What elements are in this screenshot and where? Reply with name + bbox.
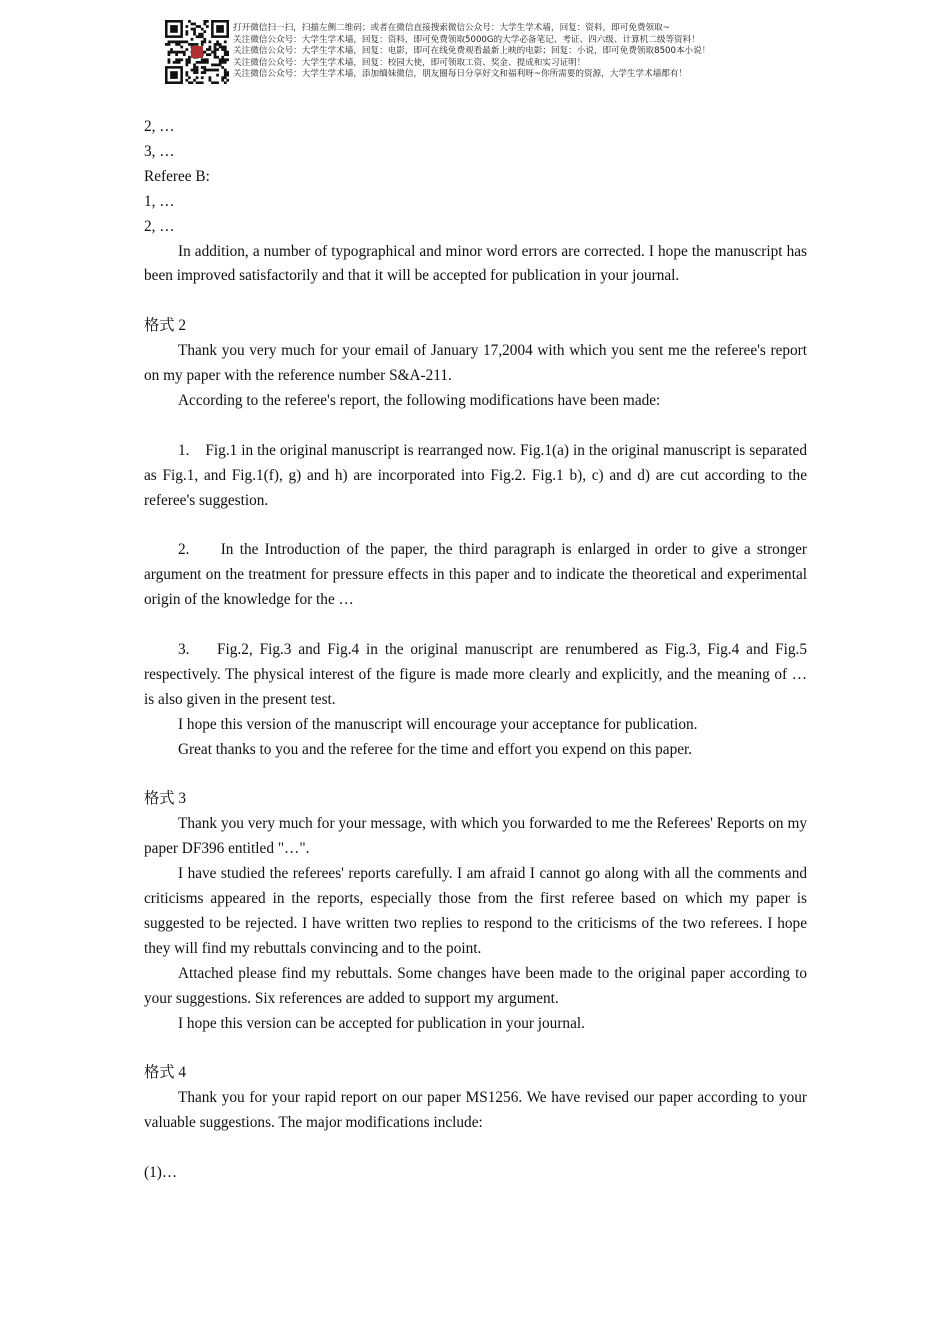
paragraph: Thank you for your rapid report on our paper MS1256. We have revised our paper according to your valuable suggestions. The major modifications include: — [144, 1089, 807, 1132]
banner-line: 打开微信扫一扫，扫描左侧二维码；或者在微信直接搜索微信公众号：大学生学术墙，回复：资料，即可免费领取~ — [233, 23, 670, 33]
paragraph: Thank you very much for your email of January 17,2004 with which you sent me the referee's report on my paper with the reference number S&A-211. — [144, 342, 807, 385]
list-line: (1)… — [144, 1163, 178, 1181]
spacer — [144, 414, 807, 439]
section-heading-3: 格式 3 — [144, 790, 187, 808]
spacer — [144, 763, 807, 788]
banner-line: 关注微信公众号：大学生学术墙，回复：电影，即可在线免费观看最新上映的电影；回复：小说，即可免费领取8500本小说！ — [233, 46, 711, 57]
qr-code-icon — [165, 20, 229, 84]
numbered-item-3: 3. Fig.2, Fig.3 and Fig.4 in the original manuscript are renumbered as Fig.3, Fig.4 and Fig.5 respectively. The physical interest of the figure is made more clearly and explicitly, and the meaning of … is also given in the present test. — [144, 640, 811, 708]
list-line: 1, … — [144, 192, 175, 210]
paragraph: I hope this version of the manuscript will encourage your acceptance for publication. — [178, 715, 698, 733]
paragraph: According to the referee's report, the following modifications have been made: — [178, 391, 661, 409]
banner-line: 关注微信公众号：大学生学术墙，回复：资料，即可免费领取5000G的大学必备笔记、考证、四六级、计算机二级等资料！ — [233, 34, 700, 45]
spacer — [144, 1036, 807, 1061]
paragraph: Thank you very much for your message, with which you forwarded to me the Referees' Reports on my paper DF396 entitled "…". — [144, 815, 807, 858]
spacer — [144, 289, 807, 314]
paragraph: I have studied the referees' reports carefully. I am afraid I cannot go along with all the comments and criticisms appeared in the reports, especially those from the first referee based on which my paper is suggested to be rejected. I have written two replies to respond to the criticisms of the two referees. I hope they will find my rebuttals convincing and to the point. — [144, 865, 807, 957]
document-body — [144, 115, 811, 1186]
banner-line: 关注微信公众号：大学生学术墙，回复：校园大使，即可领取工资、奖金、提成和实习证明！ — [233, 57, 586, 68]
spacer — [144, 1136, 807, 1161]
header-banner — [165, 20, 765, 86]
list-line: 2, … — [144, 217, 175, 235]
spacer — [144, 513, 807, 538]
paragraph: Attached please find my rebuttals. Some changes have been made to the original paper according to your suggestions. Six references are added to support my argument. — [144, 964, 807, 1007]
banner-line: 关注微信公众号：大学生学术墙，添加缅妹微信，朋友圈每日分享好文和福利呀~你所需要的资源，大学生学术墙都有！ — [233, 69, 688, 80]
section-heading-4: 格式 4 — [144, 1064, 187, 1082]
referee-heading: Referee B: — [144, 167, 210, 185]
paragraph: Great thanks to you and the referee for the time and effort you expend on this paper. — [178, 740, 693, 758]
spacer — [144, 613, 807, 638]
numbered-item-2: 2. In the Introduction of the paper, the third paragraph is enlarged in order to give a stronger argument on the treatment for pressure effects in this paper and to indicate the theoretical and experimental origin of the knowledge for the … — [144, 541, 811, 609]
numbered-item-1: 1. Fig.1 in the original manuscript is rearranged now. Fig.1(a) in the original manuscript is separated as Fig.1, and Fig.1(f), g) and h) are incorporated into Fig.2. Fig.1 b), c) and d) are cut according to the referee's suggestion. — [144, 441, 811, 509]
list-line: 2, … — [144, 118, 175, 135]
paragraph: I hope this version can be accepted for publication in your journal. — [178, 1014, 585, 1032]
banner-text — [233, 23, 710, 81]
section-heading-2: 格式 2 — [144, 317, 187, 335]
list-line: 3, … — [144, 142, 175, 160]
paragraph: In addition, a number of typographical and minor word errors are corrected. I hope the manuscript has been improved satisfactorily and that it will be accepted for publication in your journal. — [144, 242, 807, 285]
